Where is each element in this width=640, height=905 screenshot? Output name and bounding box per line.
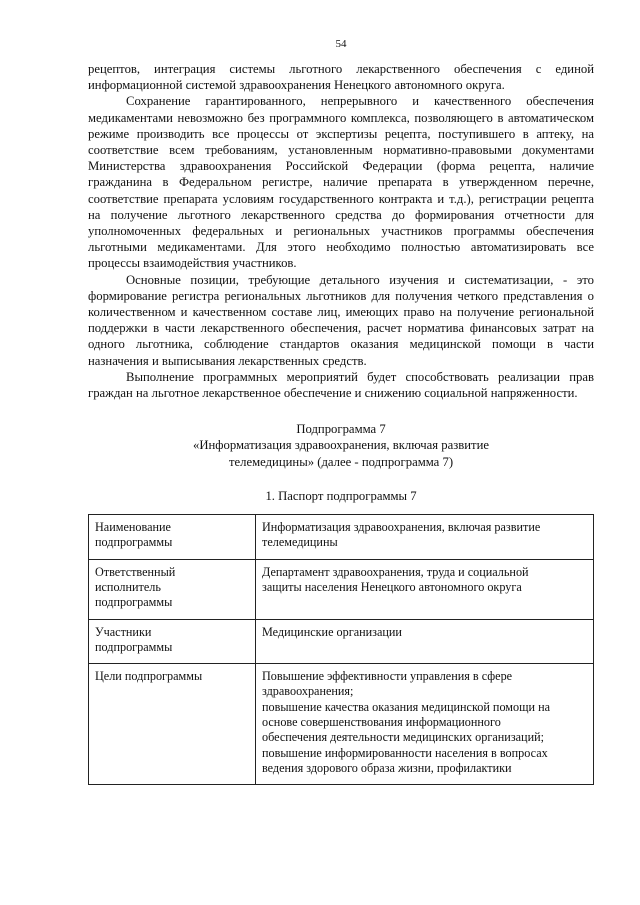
table-row	[89, 515, 594, 560]
table-value-cell	[256, 619, 594, 664]
table-value-cell	[256, 664, 594, 785]
row-value-participants: Медицинские организации	[262, 624, 402, 639]
paragraph-continuation: рецептов, интеграция системы льготного лекарственного обеспечения с единой информационной системой здравоохранения Ненецкого автономного округа.	[88, 62, 594, 93]
table-label-cell	[89, 515, 256, 560]
paragraph-outcome: Выполнение программных мероприятий будет способствовать реализации прав граждан на льготное лекарственное обеспечение и снижению социальной напряженности.	[88, 369, 594, 401]
table-row	[89, 559, 594, 619]
table-label-cell	[89, 559, 256, 619]
row-label-goals: Цели подпрограммы	[95, 669, 203, 684]
subprogram-heading-line-3: телемедицины» (далее - подпрограмма 7)	[228, 454, 454, 469]
row-label-executor: Ответственный исполнитель подпрограммы	[95, 564, 176, 610]
table-value-cell	[256, 515, 594, 560]
table-value-cell	[256, 559, 594, 619]
row-value-name: Информатизация здравоохранения, включая развитие телемедицины	[262, 520, 541, 550]
subprogram-heading-line-1: Подпрограмма 7	[296, 422, 386, 437]
table-row	[89, 664, 594, 785]
row-label-participants: Участники подпрограммы	[95, 624, 173, 654]
table-row	[89, 619, 594, 664]
passport-title: 1. Паспорт подпрограммы 7	[265, 488, 417, 503]
passport-table	[88, 514, 594, 785]
paragraph-automation: Сохранение гарантированного, непрерывного и качественного обеспечения медикаментами невозможно без программного комплекса, позволяющего в автоматическом режиме производить все процессы от экспертизы рецепта, поступившего в аптеку, на соответствие всем требованиям, установленным нормативно-правовыми документами Министерства здравоохранения Российской Федерации (форма рецепта, наличие гражданина в Федеральном регистре, наличие препарата в утвержденном перечне, соответствие препарата условиям государственного контракта и т.д.), регистрации рецепта на получение льготного лекарственного средства до формирования отчетности для уполномоченных федеральных и региональных участников программы обеспечения льготными медикаментами. Для этого необходимо полностью автоматизировать все процессы взаимодействия участников.	[88, 94, 594, 271]
table-label-cell	[89, 619, 256, 664]
subprogram-heading-line-2: «Информатизация здравоохранения, включая развитие	[192, 438, 490, 453]
page-number: 54	[335, 38, 347, 50]
paragraph-priorities: Основные позиции, требующие детального изучения и систематизации, - это формирование регистра региональных льготников для получения четкого представления о количественном и качественном составе лиц, имеющих право на получение региональной поддержки в части лекарственного обеспечения, расчет норматива финансовых затрат на одного льготника, соблюдение стандартов оказания медицинской помощи в части назначения и выписывания лекарственных средств.	[88, 272, 594, 368]
row-value-goals: Повышение эффективности управления в сфере здравоохранения; повышение качества оказания медицинской помощи на основе совершенствования информационного обеспечения деятельности медицинских организаций; повышение информированности населения в вопросах ведения здорового образа жизни, профилактики	[262, 669, 550, 775]
row-label-name: Наименование подпрограммы	[95, 520, 173, 550]
table-label-cell	[89, 664, 256, 785]
row-value-executor: Департамент здравоохранения, труда и социальной защиты населения Ненецкого автономного округа	[262, 564, 529, 594]
subprogram-heading	[88, 421, 594, 470]
